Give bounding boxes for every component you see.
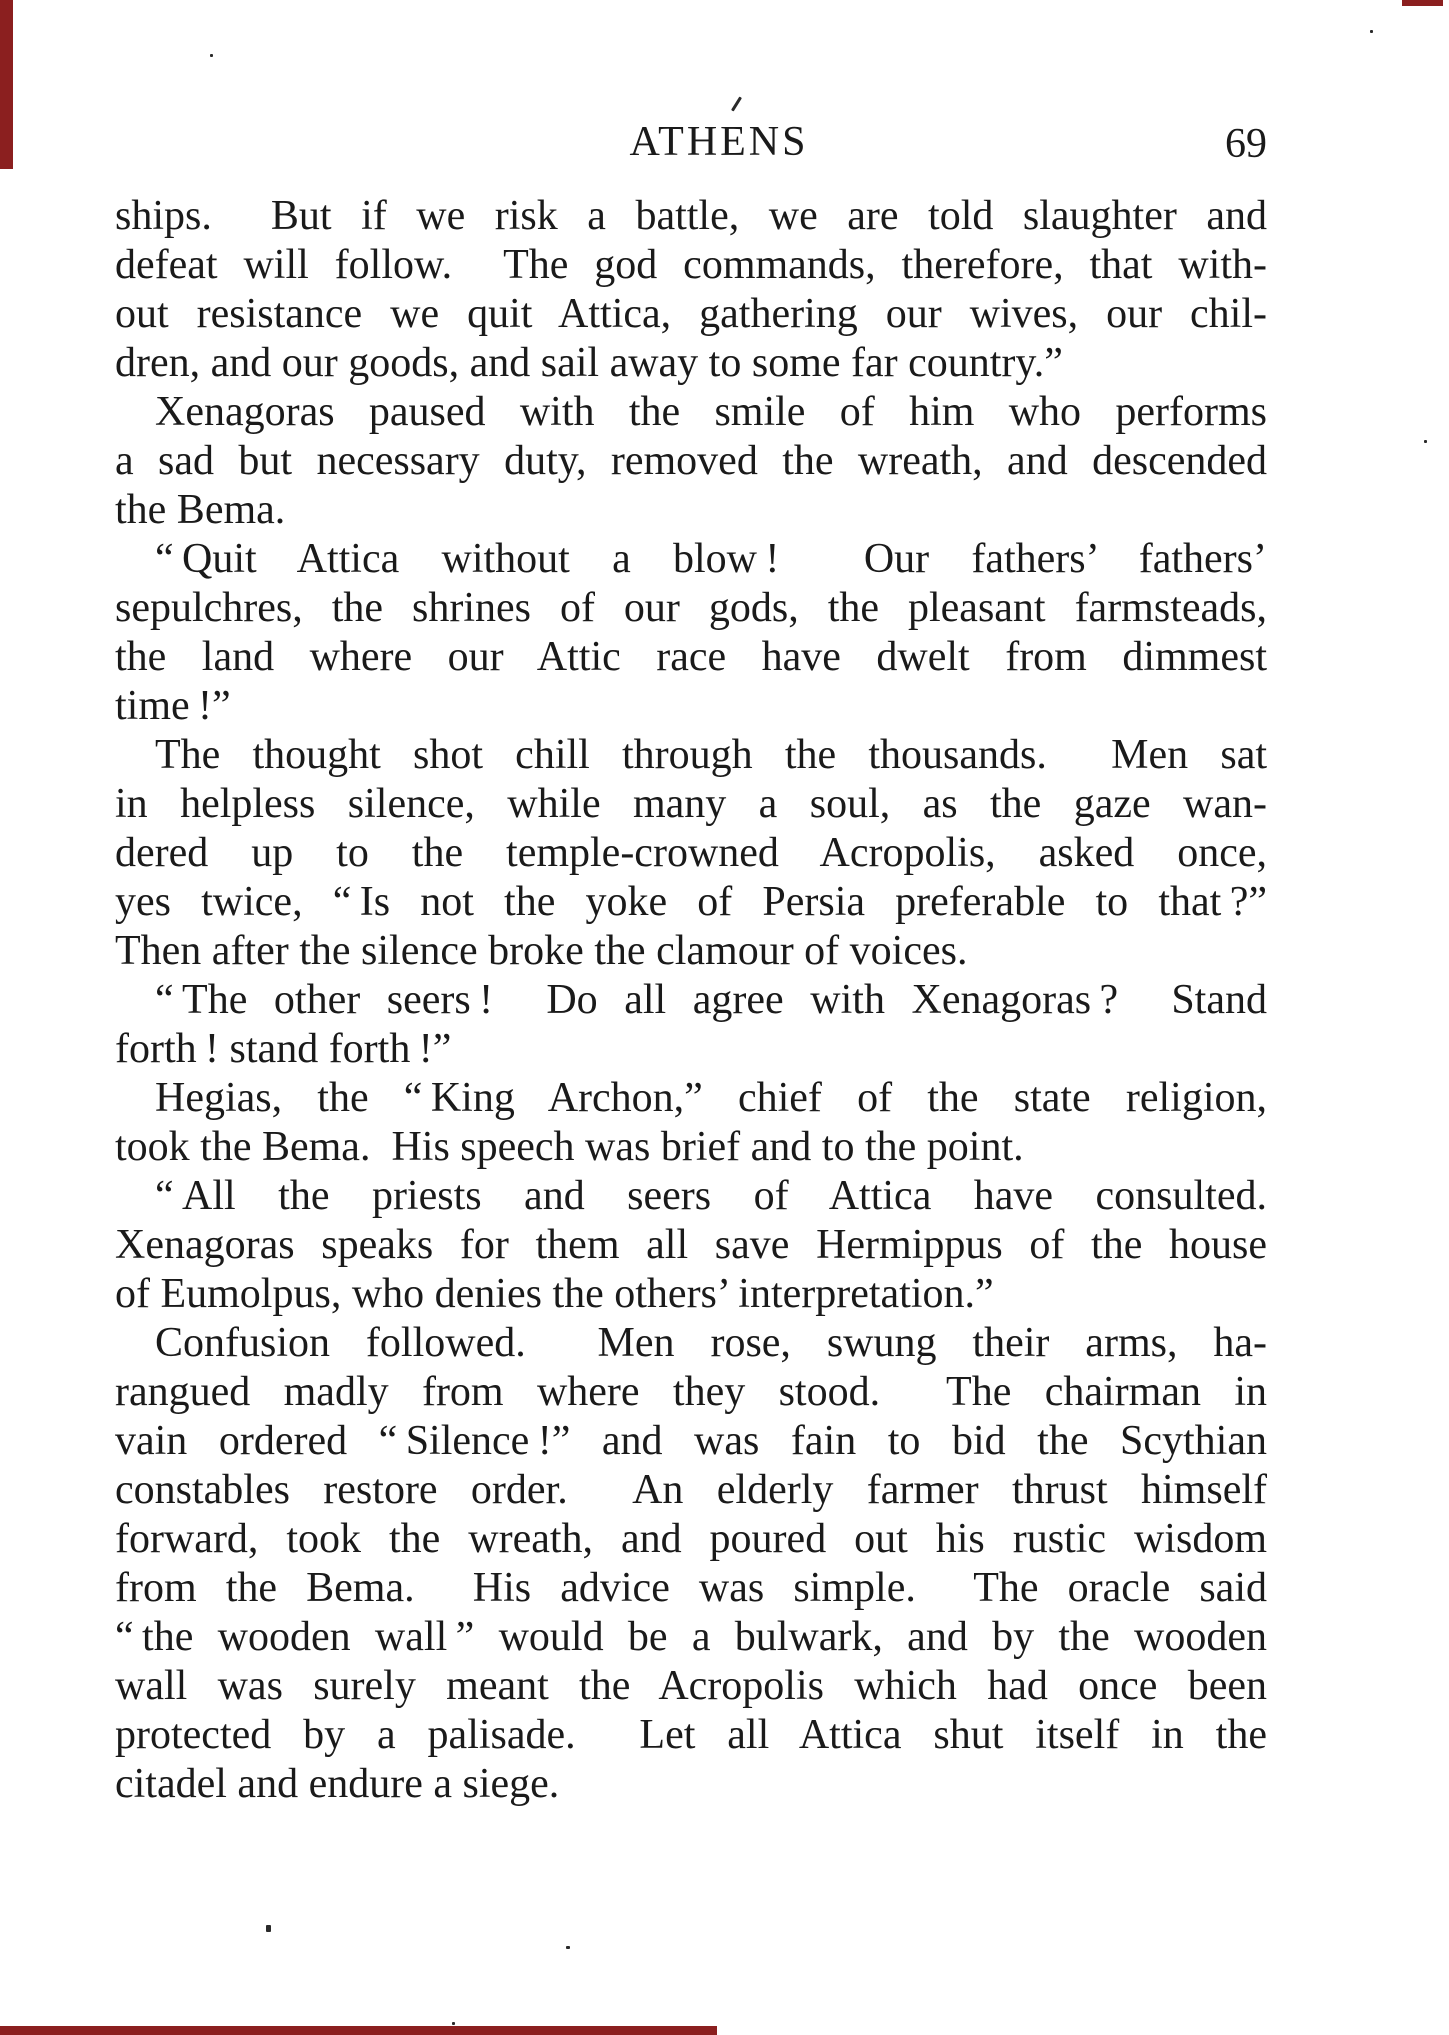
- text-line: dren, and our goods, and sail away to some far country.”: [115, 340, 1063, 386]
- text-line: time !”: [115, 683, 231, 729]
- text-line: defeat will follow. The god commands, therefore, that with-: [115, 242, 1267, 288]
- text-line: vain ordered “ Silence !” and was fain to bid the Scythian: [115, 1418, 1267, 1464]
- text-line: the Bema.: [115, 487, 286, 533]
- scan-speck: [1424, 440, 1427, 443]
- text-line: sepulchres, the shrines of our gods, the pleasant farmsteads,: [115, 585, 1267, 631]
- text-line: Hegias, the “ King Archon,” chief of the state religion,: [155, 1075, 1267, 1121]
- text-line: yes twice, “ Is not the yoke of Persia preferable to that ?”: [115, 879, 1267, 925]
- text-block: [115, 192, 1267, 1809]
- text-line: Xenagoras paused with the smile of him who performs: [155, 389, 1267, 435]
- text-line: dered up to the temple-crowned Acropolis, asked once,: [115, 830, 1267, 876]
- text-line: took the Bema. His speech was brief and to the point.: [115, 1124, 1024, 1170]
- text-line: protected by a palisade. Let all Attica shut itself in the: [115, 1712, 1267, 1758]
- text-line: rangued madly from where they stood. The chairman in: [115, 1369, 1267, 1415]
- text-line: “ All the priests and seers of Attica have consulted.: [155, 1173, 1267, 1219]
- scan-edge-mark: [1402, 0, 1443, 6]
- text-line: wall was surely meant the Acropolis which had once been: [115, 1663, 1267, 1709]
- text-line: out resistance we quit Attica, gathering our wives, our chil-: [115, 291, 1267, 337]
- running-head: ATHENS: [629, 119, 809, 165]
- page-header: [115, 116, 1267, 172]
- text-line: Confusion followed. Men rose, swung their arms, ha-: [155, 1320, 1267, 1366]
- text-line: the land where our Attic race have dwelt from dimmest: [115, 634, 1267, 680]
- text-line: “ The other seers ! Do all agree with Xenagoras ? Stand: [155, 977, 1267, 1023]
- scan-speck: [266, 1925, 271, 1932]
- text-line: “ the wooden wall ” would be a bulwark, and by the wooden: [115, 1614, 1267, 1660]
- text-line: forth ! stand forth !”: [115, 1026, 452, 1072]
- scan-speck: [452, 2022, 455, 2025]
- text-line: a sad but necessary duty, removed the wreath, and descended: [115, 438, 1267, 484]
- scan-edge-mark: [0, 0, 13, 169]
- text-line: constables restore order. An elderly farmer thrust himself: [115, 1467, 1267, 1513]
- text-line: “ Quit Attica without a blow ! Our fathers’ fathers’: [155, 536, 1267, 582]
- scan-speck: [210, 54, 213, 57]
- text-line: in helpless silence, while many a soul, as the gaze wan-: [115, 781, 1267, 827]
- text-line: of Eumolpus, who denies the others’ interpretation.”: [115, 1271, 994, 1317]
- page-number: 69: [1225, 121, 1267, 167]
- scan-speck: [566, 1946, 570, 1949]
- text-line: The thought shot chill through the thousands. Men sat: [155, 732, 1267, 778]
- text-line: ships. But if we risk a battle, we are told slaughter and: [115, 193, 1267, 239]
- text-line: Then after the silence broke the clamour of voices.: [115, 928, 968, 974]
- text-line: from the Bema. His advice was simple. The oracle said: [115, 1565, 1267, 1611]
- scan-speck: [1370, 30, 1373, 33]
- scan-speck: [731, 96, 742, 111]
- text-line: forward, took the wreath, and poured out his rustic wisdom: [115, 1516, 1267, 1562]
- text-line: Xenagoras speaks for them all save Hermippus of the house: [115, 1222, 1267, 1268]
- text-line: citadel and endure a siege.: [115, 1761, 560, 1807]
- scan-edge-mark: [0, 2026, 717, 2035]
